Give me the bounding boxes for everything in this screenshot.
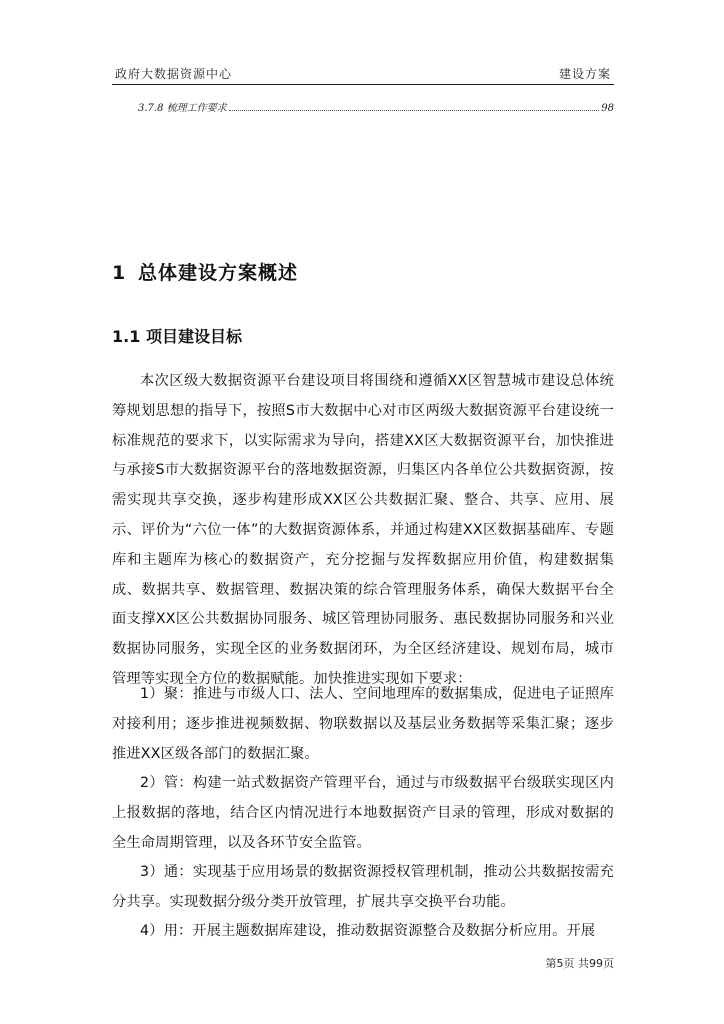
- requirement-use: 4）用：开展主题数据库建设，推动数据资源整合及数据分析应用。开展: [140, 923, 596, 939]
- section-number: 1: [112, 262, 127, 284]
- section-heading-1: [112, 258, 298, 285]
- section-title: 总体建设方案概述: [138, 262, 299, 284]
- header-document-owner: 政府大数据资源中心: [115, 67, 233, 81]
- section-heading-1-1: [112, 324, 242, 347]
- page-header: [112, 62, 614, 85]
- page-number: 第5页 共99页: [545, 957, 614, 970]
- subsection-title: 项目建设目标: [146, 327, 243, 346]
- header-document-title: 建设方案: [558, 67, 611, 81]
- requirement-manage: 2）管：构建一站式数据资产管理平台，通过与市级数据平台级联实现区内上报数据的落地，结合区内情况进行本地数据资产目录的管理，形成对数据的全生命周期管理，以及各环节安全监管。: [112, 775, 614, 851]
- requirement-aggregate: 1）聚：推进与市级人口、法人、空间地理库的数据集成，促进电子证照库对接利用；逐步推进视频数据、物联数据以及基层业务数据等采集汇聚；逐步推进XX区级各部门的数据汇聚。: [112, 686, 614, 762]
- toc-entry[interactable]: [138, 98, 614, 114]
- intro-paragraph: 本次区级大数据资源平台建设项目将围绕和遵循XX区智慧城市建设总体统筹规划思想的指导下，按照S市大数据中心对市区两级大数据资源平台建设统一标准规范的要求下，以实际需求为导向，搭建XX区大数据资源平台，加快推进与承接S市大数据资源平台的落地数据资源，归集区内各单位公共数据资源，按需实现共享交换，逐步构建形成XX区公共数据汇聚、整合、共享、应用、展示、评价为“六位一体”的大数据资源体系，并通过构建XX区数据基础库、专题库和主题库为核心的数据资产，充分挖掘与发挥数据应用价值，构建数据集成、数据共享、数据管理、数据决策的综合管理服务体系，确保大数据平台全面支撑XX区公共数据协同服务、城区管理协同服务、惠民数据协同服务和兴业数据协同服务，实现全区的业务数据闭环，为全区经济建设、规划布局，城市管理等实现全方位的数据赋能。加快推进实现如下要求：: [112, 373, 614, 687]
- toc-leader-dots: [229, 110, 600, 111]
- toc-entry-label: 3.7.8 梳理工作要求: [138, 103, 227, 114]
- subsection-number: 1.1: [112, 327, 141, 346]
- requirement-share: 3）通：实现基于应用场景的数据资源授权管理机制，推动公共数据按需充分共享。实现数据分级分类开放管理，扩展共享交换平台功能。: [112, 864, 614, 910]
- toc-entry-page: 98: [601, 103, 614, 114]
